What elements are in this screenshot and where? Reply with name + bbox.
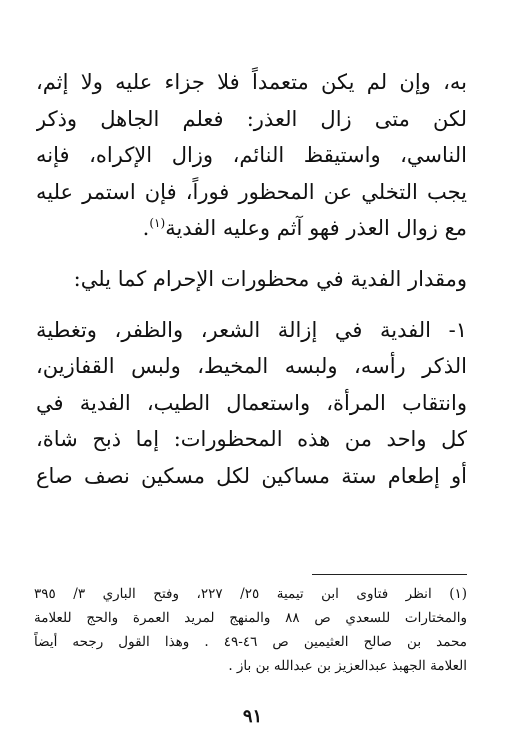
- footnote: [34, 582, 467, 678]
- main-text: [36, 64, 467, 495]
- text-line: ١- الفدية في إزالة الشعر، والظفر، وتغطية: [36, 317, 467, 342]
- text-line-content: مع زوال العذر فهو آثم وعليه الفدية: [165, 216, 467, 241]
- text-line: [36, 210, 467, 247]
- text-line: وانتقاب المرأة، واستعمال الطيب، الفدية في: [36, 390, 467, 415]
- text-line: يجب التخلي عن المحظور فوراً، فإن استمر عليه: [36, 179, 467, 204]
- footnote-reference: (١): [149, 216, 166, 231]
- text-line: أو إطعام ستة مساكين لكل مسكين نصف صاع: [36, 463, 467, 488]
- footnote-line: والمختارات للسعدي ص ٨٨ والمنهج لمريد العمرة والحج للعلامة: [34, 610, 467, 626]
- footnote-line: محمد بن صالح العثيمين ص ٤٦-٤٩ . وهذا القول رجحه أيضاً: [34, 634, 467, 650]
- text-line: الناسي، واستيقظ النائم، وزال الإكراه، فإنه: [36, 143, 467, 168]
- footnote-line: العلامة الجهبذ عبدالعزيز بن عبدالله بن باز .: [228, 658, 467, 674]
- footnote-line: (١) انظر فتاوى ابن تيمية ٢٥/ ٢٢٧، وفتح الباري ٣/ ٣٩٥: [34, 586, 467, 602]
- text-line: ومقدار الفدية في محظورات الإحرام كما يلي:: [73, 266, 467, 291]
- text-line: به، وإن لم يكن متعمداً فلا جزاء عليه ولا إثم،: [36, 70, 467, 94]
- text-line: الذكر رأسه، ولبسه المخيط، ولبس القفازين،: [36, 354, 467, 379]
- footnote-separator: [312, 574, 467, 575]
- text-line: كل واحد من هذه المحظورات: إما ذبح شاة،: [36, 427, 467, 452]
- sentence-end: .: [142, 216, 150, 241]
- page-number: ٩١: [242, 706, 263, 727]
- text-line: لكن متى زال العذر: فعلم الجاهل وذكر: [36, 106, 467, 131]
